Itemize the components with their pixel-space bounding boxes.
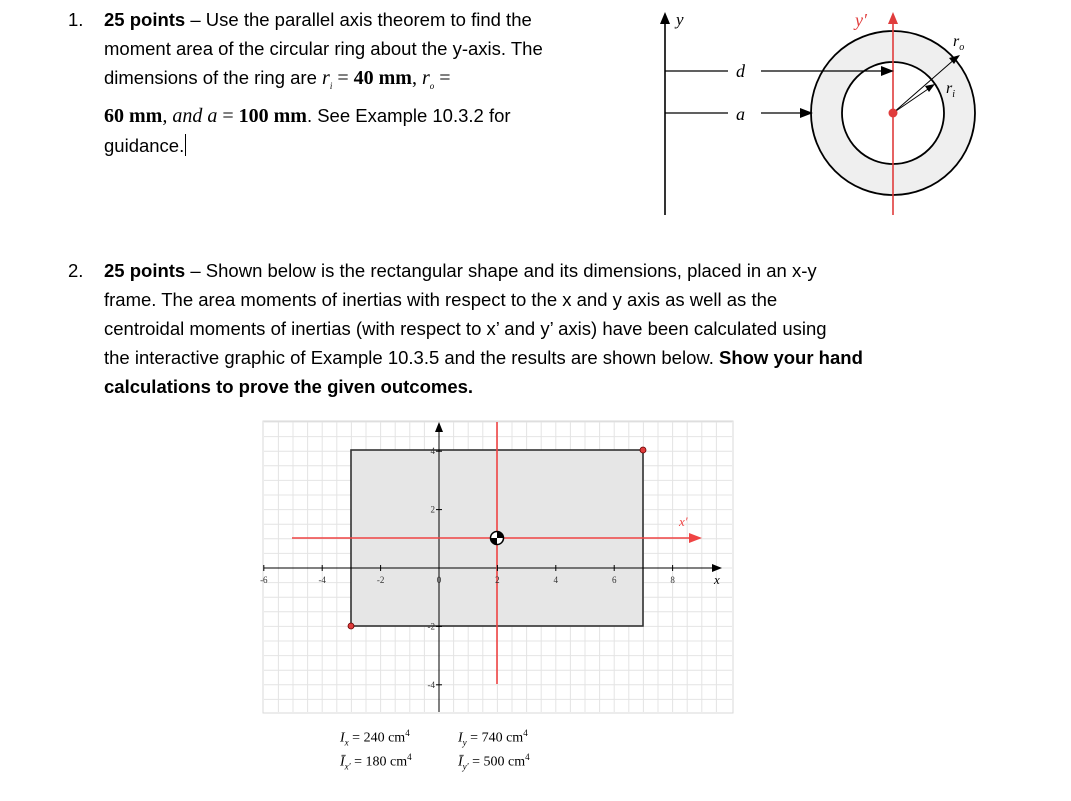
q2-line-2: frame. The area moments of inertias with respect to the x and y axis as well as the	[104, 289, 778, 310]
ri-math: $r_i = 40$ mm, $r_o$ =	[322, 67, 451, 91]
q1-line-1	[104, 5, 624, 34]
ring-centroid-point	[889, 109, 898, 118]
q1-line-5	[104, 131, 624, 160]
text-cursor	[185, 134, 186, 156]
y-axis-label: y	[676, 10, 684, 29]
q2-line-4-text: the interactive graphic of Example 10.3.5 and the results are shown below.	[104, 347, 719, 368]
y-tick-label: -2	[427, 621, 435, 632]
y-tick-label: -4	[427, 679, 435, 690]
xprime-axis-label: x′	[679, 514, 688, 529]
x-tick-label: 2	[495, 575, 500, 585]
x-tick-label: 8	[670, 575, 675, 585]
ix-result: $I_x = 240$ $cm^4$	[340, 728, 410, 748]
q1-line-4	[104, 101, 624, 131]
iyprime-result: $Ī_{y'} = 500$ $cm^4$	[458, 752, 530, 772]
x-tick-label: -6	[260, 575, 268, 585]
centroid-marker	[491, 532, 504, 545]
y-tick-label: 2	[430, 504, 435, 515]
ri-label: $r_i$	[946, 80, 956, 100]
q2-points: 25 points	[104, 260, 186, 281]
x-tick-label: -2	[376, 575, 385, 585]
x-tick-label: 6	[611, 575, 617, 585]
yprime-axis-arrow	[888, 12, 898, 24]
question-1-number: 1.	[68, 9, 84, 30]
x-tick-label: -4	[318, 575, 326, 585]
ro-value: 60 mm	[104, 105, 163, 127]
ri-value: 40 mm	[353, 67, 412, 89]
q1-line-3	[104, 63, 624, 101]
ixprime-result: $Ī_{x'} = 180$ $cm^4$	[340, 752, 412, 772]
q2-line-1	[104, 256, 1004, 285]
and-a-text: , and a =	[162, 105, 239, 127]
ro-label: $r_o$	[953, 33, 965, 53]
question-2	[68, 256, 1004, 401]
q1-see-text: . See Example 10.3.2 for	[306, 105, 511, 126]
q2-line-3: centroidal moments of inertias (with respect to x’ and y’ axis) have been calculated using	[104, 318, 827, 339]
a-value: 100 mm	[238, 105, 307, 127]
corner-point-top-right	[640, 447, 646, 453]
y-axis-arrow	[660, 12, 670, 24]
ring-figure	[650, 0, 980, 220]
yprime-axis-label: y′	[855, 10, 867, 30]
d-label: d	[736, 61, 745, 81]
y-tick-label: 4	[430, 446, 435, 457]
x-tick-label: 0	[436, 575, 442, 585]
q2-bold-instruction-b: calculations to prove the given outcomes.	[104, 376, 474, 397]
corner-point-bottom-left	[348, 623, 354, 629]
rectangle-graph	[262, 420, 734, 715]
iy-result: $I_y = 740$ $cm^4$	[458, 728, 528, 748]
q1-text-a: – Use the parallel axis theorem to find the	[185, 9, 532, 30]
a-label: a	[736, 104, 745, 124]
x-axis-label: x	[714, 572, 720, 587]
q1-points: 25 points	[104, 9, 186, 30]
q1-guidance: guidance.	[104, 135, 185, 156]
q2-line-5	[104, 372, 1004, 401]
question-1	[68, 5, 624, 160]
q1-line-2: moment area of the circular ring about the y-axis. The	[104, 38, 543, 59]
question-2-number: 2.	[68, 260, 84, 281]
q1-text-c: dimensions of the ring are	[104, 67, 323, 88]
x-tick-label: 4	[553, 575, 559, 585]
q2-bold-instruction-a: Show your hand	[718, 347, 863, 368]
q2-line-1-text: – Shown below is the rectangular shape and its dimensions, placed in an x-y	[185, 260, 817, 281]
q2-line-4	[104, 343, 1004, 372]
